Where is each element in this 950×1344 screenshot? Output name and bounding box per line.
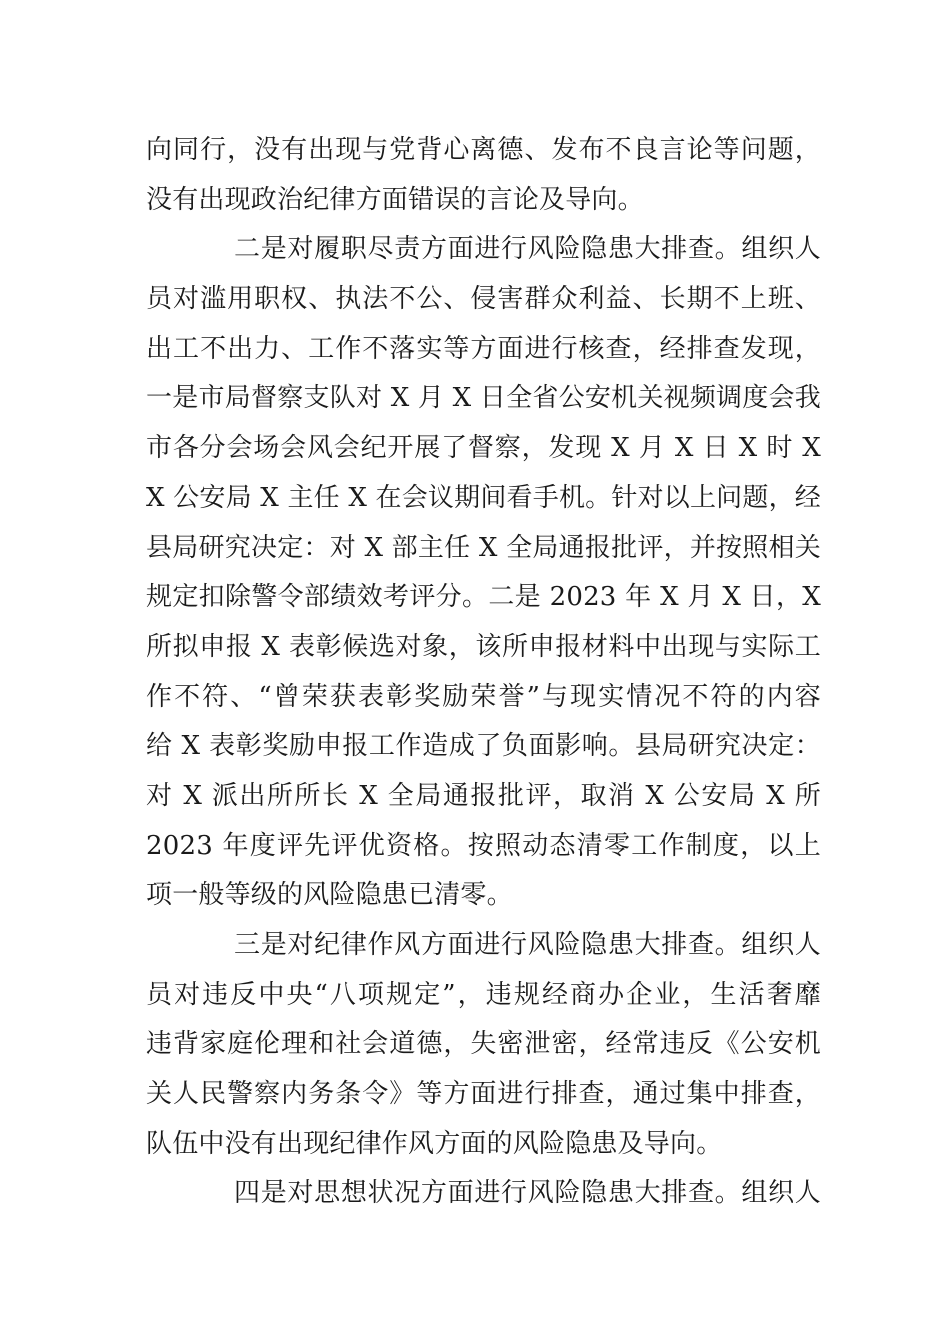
text-line: 没有出现政治纪律方面错误的言论及导向。 xyxy=(146,184,644,215)
text-line: 员对违反中央“八项规定”，违规经商办企业，生活奢靡 xyxy=(146,979,821,1010)
text-line: 给 X 表彰奖励申报工作造成了负面影响。县局研究决定： xyxy=(146,731,821,762)
text-line: 员对滥用职权、执法不公、侵害群众利益、长期不上班、 xyxy=(146,284,821,315)
text-line: 市各分会场会风会纪开展了督察，发现 X 月 X 日 X 时 X xyxy=(146,433,821,464)
text-line: 县局研究决定：对 X 部主任 X 全局通报批评，并按照相关 xyxy=(146,532,821,563)
paragraph-first-line: 四是对思想状况方面进行风险隐患大排查。组织人 xyxy=(234,1178,821,1209)
text-line: 对 X 派出所所长 X 全局通报批评，取消 X 公安局 X 所 xyxy=(146,780,821,811)
document-body xyxy=(146,126,821,1219)
text-line: 向同行，没有出现与党背心离德、发布不良言论等问题， xyxy=(146,135,821,165)
text-line: 一是市局督察支队对 X 月 X 日全省公安机关视频调度会我 xyxy=(146,383,821,414)
text-line: 队伍中没有出现纪律作风方面的风险隐患及导向。 xyxy=(146,1128,723,1159)
text-line: 2023 年度评先评优资格。按照动态清零工作制度，以上 xyxy=(146,830,821,861)
text-line: 规定扣除警令部绩效考评分。二是 2023 年 X 月 X 日，X xyxy=(146,582,821,613)
text-line: 关人民警察内务条令》等方面进行排查，通过集中排查， xyxy=(146,1079,821,1110)
text-line: 出工不出力、工作不落实等方面进行核查，经排查发现， xyxy=(146,333,821,364)
text-line: X 公安局 X 主任 X 在会议期间看手机。针对以上问题，经 xyxy=(146,482,821,513)
text-line: 项一般等级的风险隐患已清零。 xyxy=(146,880,513,911)
paragraph-first-line: 二是对履职尽责方面进行风险隐患大排查。组织人 xyxy=(234,234,821,265)
text-line: 所拟申报 X 表彰候选对象，该所申报材料中出现与实际工 xyxy=(146,631,821,662)
paragraph-first-line: 三是对纪律作风方面进行风险隐患大排查。组织人 xyxy=(234,930,821,960)
text-line: 违背家庭伦理和社会道德，失密泄密，经常违反《公安机 xyxy=(146,1029,821,1060)
text-line: 作不符、“曾荣获表彰奖励荣誉”与现实情况不符的内容 xyxy=(146,681,821,712)
